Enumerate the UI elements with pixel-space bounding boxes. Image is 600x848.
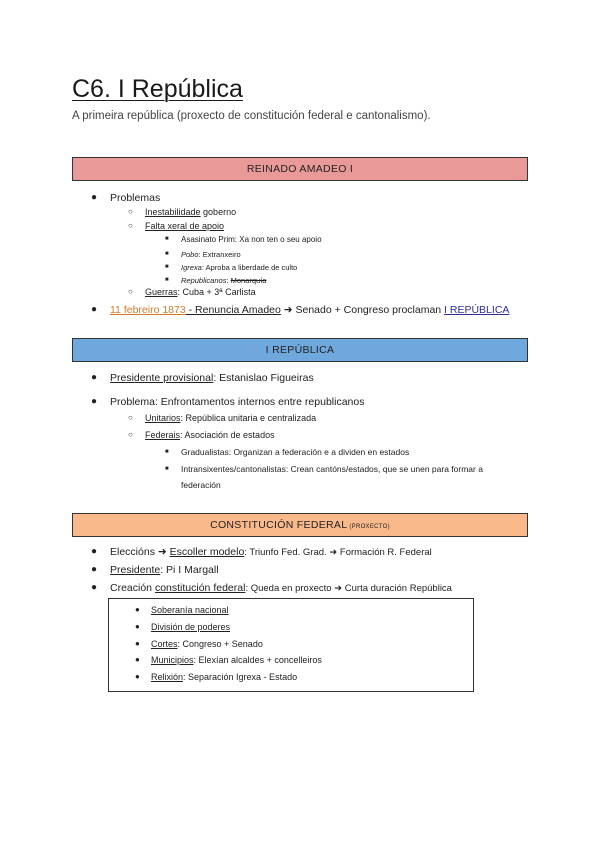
- event-desc: ➜ Senado + Congreso proclaman: [280, 304, 445, 316]
- date: 11 febreiro 1873: [110, 304, 186, 316]
- bullet-icon: [135, 672, 140, 681]
- term-desc: : Separación Igrexa - Estado: [183, 672, 298, 682]
- section-heading-amadeo: [72, 157, 528, 181]
- section-heading-text: I REPÚBLICA: [265, 344, 335, 356]
- list-item: [110, 546, 432, 558]
- list-item: Asasinato Prim: Xa non ten o seu apoio: [181, 235, 322, 244]
- bullet-icon: [135, 622, 140, 631]
- list-item: [110, 582, 452, 594]
- term: Cortes: [151, 639, 178, 649]
- section-heading-text: CONSTITUCIÓN FEDERAL: [210, 519, 348, 531]
- term-desc: : Aproba a liberdade de culto: [201, 263, 298, 272]
- republica-link[interactable]: I REPÚBLICA: [444, 304, 510, 316]
- square-bullet-icon: [165, 466, 169, 472]
- term-desc: : Asociación de estados: [180, 430, 275, 440]
- term-desc: : Elexían alcaldes + concelleiros: [193, 655, 322, 665]
- list-item: [181, 250, 241, 259]
- list-item: [110, 304, 509, 316]
- page-title: C6. I República: [72, 75, 243, 103]
- term-sep: :: [226, 276, 231, 285]
- bullet-icon: [135, 605, 140, 614]
- square-bullet-icon: [165, 264, 169, 270]
- term-desc: : Estanislao Figueiras: [213, 372, 314, 384]
- square-bullet-icon: [165, 236, 169, 242]
- bullet-icon: [135, 639, 140, 648]
- bullet-icon: [91, 396, 97, 407]
- term: Igrexa: [181, 263, 202, 272]
- bullet-icon: [91, 546, 97, 557]
- term: Soberanía nacional: [151, 605, 229, 615]
- circle-bullet-icon: [128, 207, 133, 216]
- section-heading-republica: [72, 338, 528, 362]
- term: División de poderes: [151, 622, 231, 632]
- term-desc: : Cuba + 3ª Carlista: [177, 287, 256, 297]
- bullet-icon: [91, 582, 97, 593]
- list-item: [181, 276, 266, 285]
- term: Relixión: [151, 672, 184, 682]
- circle-bullet-icon: [128, 430, 133, 439]
- event: - Renuncia Amadeo: [185, 304, 281, 316]
- page-subtitle: A primeira república (proxecto de constitución federal e cantonalismo).: [72, 110, 431, 122]
- list-item-continuation: federación: [181, 480, 221, 490]
- term: Inestabilidade: [145, 207, 201, 217]
- term: Pobo: [181, 250, 199, 259]
- list-item: [145, 413, 316, 423]
- bullet-icon: [91, 372, 97, 383]
- circle-bullet-icon: [128, 221, 133, 230]
- term: Unitarios: [145, 413, 181, 423]
- list-item: [145, 287, 256, 297]
- term: Falta xeral de apoio: [145, 221, 225, 231]
- bullet-icon: [91, 304, 97, 315]
- list-item: Problema: Enfrontamentos internos entre republicanos: [110, 396, 365, 408]
- term-desc: : Triunfo Fed. Grad. ➜ Formación R. Federal: [244, 547, 432, 558]
- term: Guerras: [145, 287, 178, 297]
- term: Presidente: [110, 564, 161, 576]
- square-bullet-icon: [165, 277, 169, 283]
- term-desc: : Queda en proxecto ➜ Curta duración República: [245, 583, 452, 594]
- list-item: [151, 622, 230, 632]
- term-desc: : Congreso + Senado: [177, 639, 263, 649]
- term-desc: goberno: [200, 207, 237, 217]
- list-item: [151, 655, 322, 665]
- list-item: Problemas: [110, 192, 161, 204]
- bullet-icon: [91, 564, 97, 575]
- term-prefix: Eleccións ➜: [110, 546, 170, 558]
- circle-bullet-icon: [128, 287, 133, 296]
- term: Presidente provisional: [110, 372, 214, 384]
- square-bullet-icon: [165, 449, 169, 455]
- term: constitución federal: [154, 582, 246, 594]
- term-desc: : República unitaria e centralizada: [180, 413, 317, 423]
- term: Federais: [145, 430, 181, 440]
- square-bullet-icon: [165, 251, 169, 257]
- bullet-icon: [135, 655, 140, 664]
- term-strike: Monarquía: [230, 276, 267, 285]
- term-desc: : Extranxeiro: [198, 250, 241, 259]
- list-item: [151, 605, 229, 615]
- list-item: Gradualistas: Organizan a federación e a dividen en estados: [181, 447, 410, 457]
- list-item: [151, 639, 263, 649]
- list-item: Intransixentes/cantonalistas: Crean cantóns/estados, que se unen para formar a: [181, 464, 483, 474]
- circle-bullet-icon: [128, 413, 133, 422]
- list-item: [151, 672, 297, 682]
- section-heading-small: (PROXECTO): [349, 524, 390, 530]
- list-item: [145, 221, 224, 231]
- term-prefix: Creación: [110, 582, 155, 594]
- list-item: [145, 430, 275, 440]
- section-heading-text: REINADO AMADEO I: [246, 163, 354, 175]
- list-item: [181, 263, 297, 272]
- list-item: [110, 372, 314, 384]
- term: Republicanos: [181, 276, 227, 285]
- list-item: [145, 207, 236, 217]
- term: Escoller modelo: [169, 546, 245, 558]
- term-desc: : Pi I Margall: [160, 564, 219, 576]
- list-item: [110, 564, 219, 576]
- term: Municipios: [151, 655, 194, 665]
- bullet-icon: [91, 192, 97, 203]
- section-heading-constitucion: [72, 513, 528, 537]
